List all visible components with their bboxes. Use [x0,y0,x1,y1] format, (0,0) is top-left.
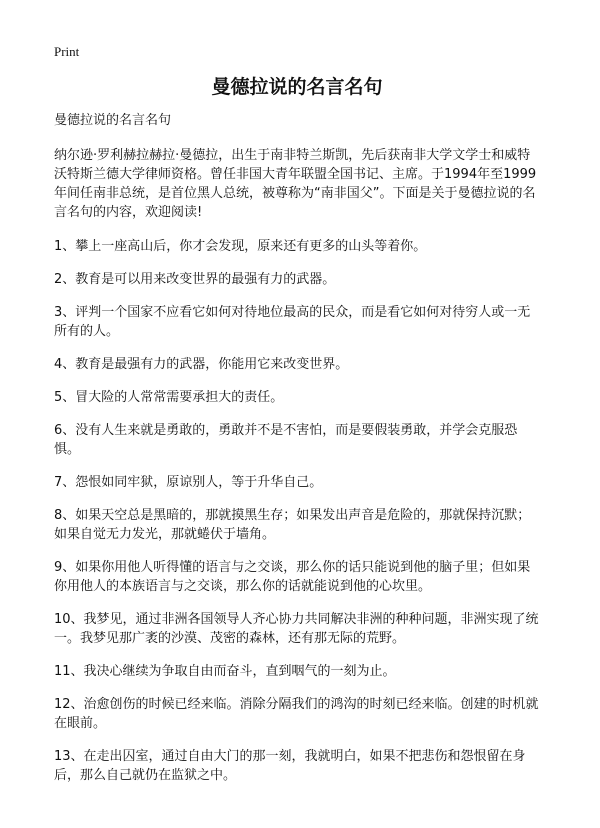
quote-item: 7、怨恨如同牢狱，原谅别人，等于升华自己。 [54,475,323,490]
document-subtitle: 曼德拉说的名言名句 [54,113,172,128]
quote-item: 1、攀上一座高山后，你才会发现，原来还有更多的山头等着你。 [54,239,427,254]
quote-item: 9、如果你用他人听得懂的语言与之交谈，那么你的话只能说到他的脑子里；但如果你用他人的本族语言与之交谈，那么你的话就能说到他的心坎里。 [54,560,531,594]
intro-paragraph: 纳尔逊·罗利赫拉赫拉·曼德拉，出生于南非特兰斯凯，先后获南非大学文学士和威特沃特斯兰德大学律师资格。曾任非国大青年联盟全国书记、主席。于1994年至1999年间任南非总统，是首位黑人总统，被尊称为“南非国父”。下面是关于曼德拉说的名言名句的内容，欢迎阅读! [54,148,537,220]
quote-item: 6、没有人生来就是勇敢的，勇敢并不是不害怕，而是要假装勇敢，并学会克服恐惧。 [54,423,518,457]
quote-item: 8、如果天空总是黑暗的，那就摸黑生存；如果发出声音是危险的，那就保持沉默；如果自觉无力发光，那就蜷伏于墙角。 [54,508,531,542]
quote-item: 4、教育是最强有力的武器，你能用它来改变世界。 [54,357,349,372]
print-link[interactable]: Print [54,44,80,59]
quote-item: 3、评判一个国家不应看它如何对待地位最高的民众，而是看它如何对待穷人或一无所有的人。 [54,305,531,339]
quote-item: 13、在走出囚室，通过自由大门的那一刻，我就明白，如果不把悲伤和怨恨留在身后，那么自己就仍在监狱之中。 [54,749,526,783]
quote-list [54,237,540,785]
page-title: 曼德拉说的名言名句 [211,76,383,98]
quote-item: 2、教育是可以用来改变世界的最强有力的武器。 [54,272,336,287]
quote-item: 5、冒大险的人常常需要承担大的责任。 [54,390,284,405]
quote-item: 10、我梦见，通过非洲各国领导人齐心协力共同解决非洲的种种问题，非洲实现了统一。我梦见那广袤的沙漠、茂密的森林，还有那无际的荒野。 [54,612,539,646]
quote-item: 11、我决心继续为争取自由而奋斗，直到咽气的一刻为止。 [54,664,396,679]
quote-item: 12、治愈创伤的时候已经来临。消除分隔我们的鸿沟的时刻已经来临。创建的时机就在眼前。 [54,697,539,731]
